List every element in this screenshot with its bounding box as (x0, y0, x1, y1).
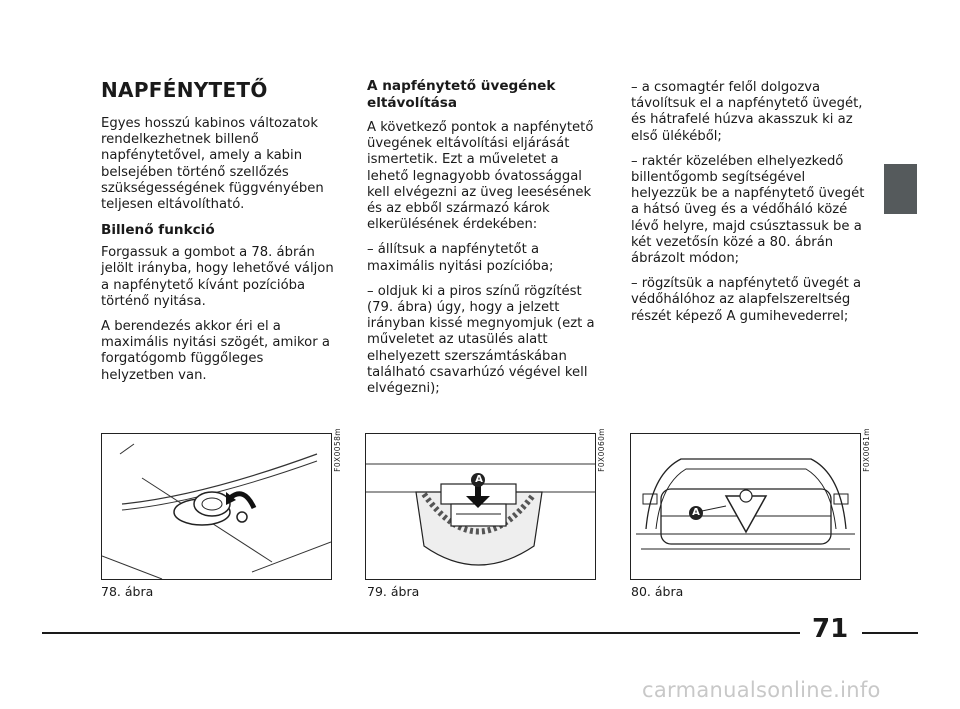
watermark: carmanualsonline.info (642, 678, 881, 702)
removal-step-2: – oldjuk ki a piros színű rögzítést (79. ábra) úgy, hogy a jelzett irányban kissé megnyomjuk (ezt a műveletet az utasülés alatt elhelyezett szerszámtáskában található csavarhúzó végével kell elvégezni); (367, 283, 595, 397)
figure-80-caption: 80. ábra (631, 584, 684, 599)
column-3 (631, 80, 866, 334)
figure-80-label-a: A (692, 507, 700, 518)
figure-80-code: F0X0061m (862, 428, 871, 472)
removal-heading: A napfénytető üvegének eltávolítása (367, 78, 556, 111)
removal-intro: A következő pontok a napfénytető üvegének eltávolítási eljárását ismertetik. Ezt a műveletet a lehető legnagyobb óvatossággal kell elvégezni az üveg leesésének és az ebből származó károk elkerülésének érdekében: (367, 120, 594, 233)
figure-78-caption: 78. ábra (101, 584, 154, 599)
column-2 (367, 78, 602, 406)
figure-78 (101, 433, 332, 580)
column-1 (101, 78, 336, 393)
figure-79 (365, 433, 596, 580)
figure-79-code: F0X0060m (597, 428, 606, 472)
figure-78-code: F0X0058m (333, 428, 342, 472)
section-title: NAPFÉNYTETŐ (101, 78, 268, 102)
figure-79-label-a: A (475, 474, 483, 485)
figure-79-caption: 79. ábra (367, 584, 420, 599)
footer-rule-left (42, 632, 800, 634)
footer-rule-right (862, 632, 918, 634)
figure-80 (630, 433, 861, 580)
sunroof-knob-illustration (102, 434, 331, 579)
page-number: 71 (812, 614, 849, 644)
removal-step-4: – raktér közelében elhelyezkedő billentőgomb segítségével helyezzük be a napfénytető üvegét a hátsó üveg és a védőháló közé lévő helyre, majd csúsztassuk be a két vezetősín közé a 80. ábrán ábrázolt módon; (631, 153, 865, 267)
car-rear-net-illustration (631, 434, 860, 579)
removal-step-5: – rögzítsük a napfénytető üvegét a védőhálóhoz az alapfelszereltség részét képező A gumihevederrel; (631, 276, 862, 324)
removal-step-1: – állítsuk a napfénytetőt a maximális nyitási pozícióba; (367, 242, 554, 274)
chapter-tab-marker (884, 164, 917, 214)
tilt-paragraph-1: Forgassuk a gombot a 78. ábrán jelölt irányba, hogy lehetővé váljon a napfénytető kívánt pozícióba történő nyitása. (101, 245, 334, 309)
sunroof-latch-illustration (366, 434, 595, 579)
tilt-paragraph-2: A berendezés akkor éri el a maximális nyitási szögét, amikor a forgatógomb függőleges helyzetben van. (101, 319, 330, 383)
subheading-tilt-function: Billenő funkció (101, 222, 215, 239)
intro-paragraph: Egyes hosszú kabinos változatok rendelkezhetnek billenő napfénytetővel, amely a kabin belsejében történő szellőzés szükségességének függvényében teljesen eltávolítható. (101, 116, 324, 213)
removal-step-3: – a csomagtér felől dolgozva távolítsuk el a napfénytető üvegét, és hátrafelé húzva akasszuk ki az első ülékéből; (631, 80, 863, 144)
